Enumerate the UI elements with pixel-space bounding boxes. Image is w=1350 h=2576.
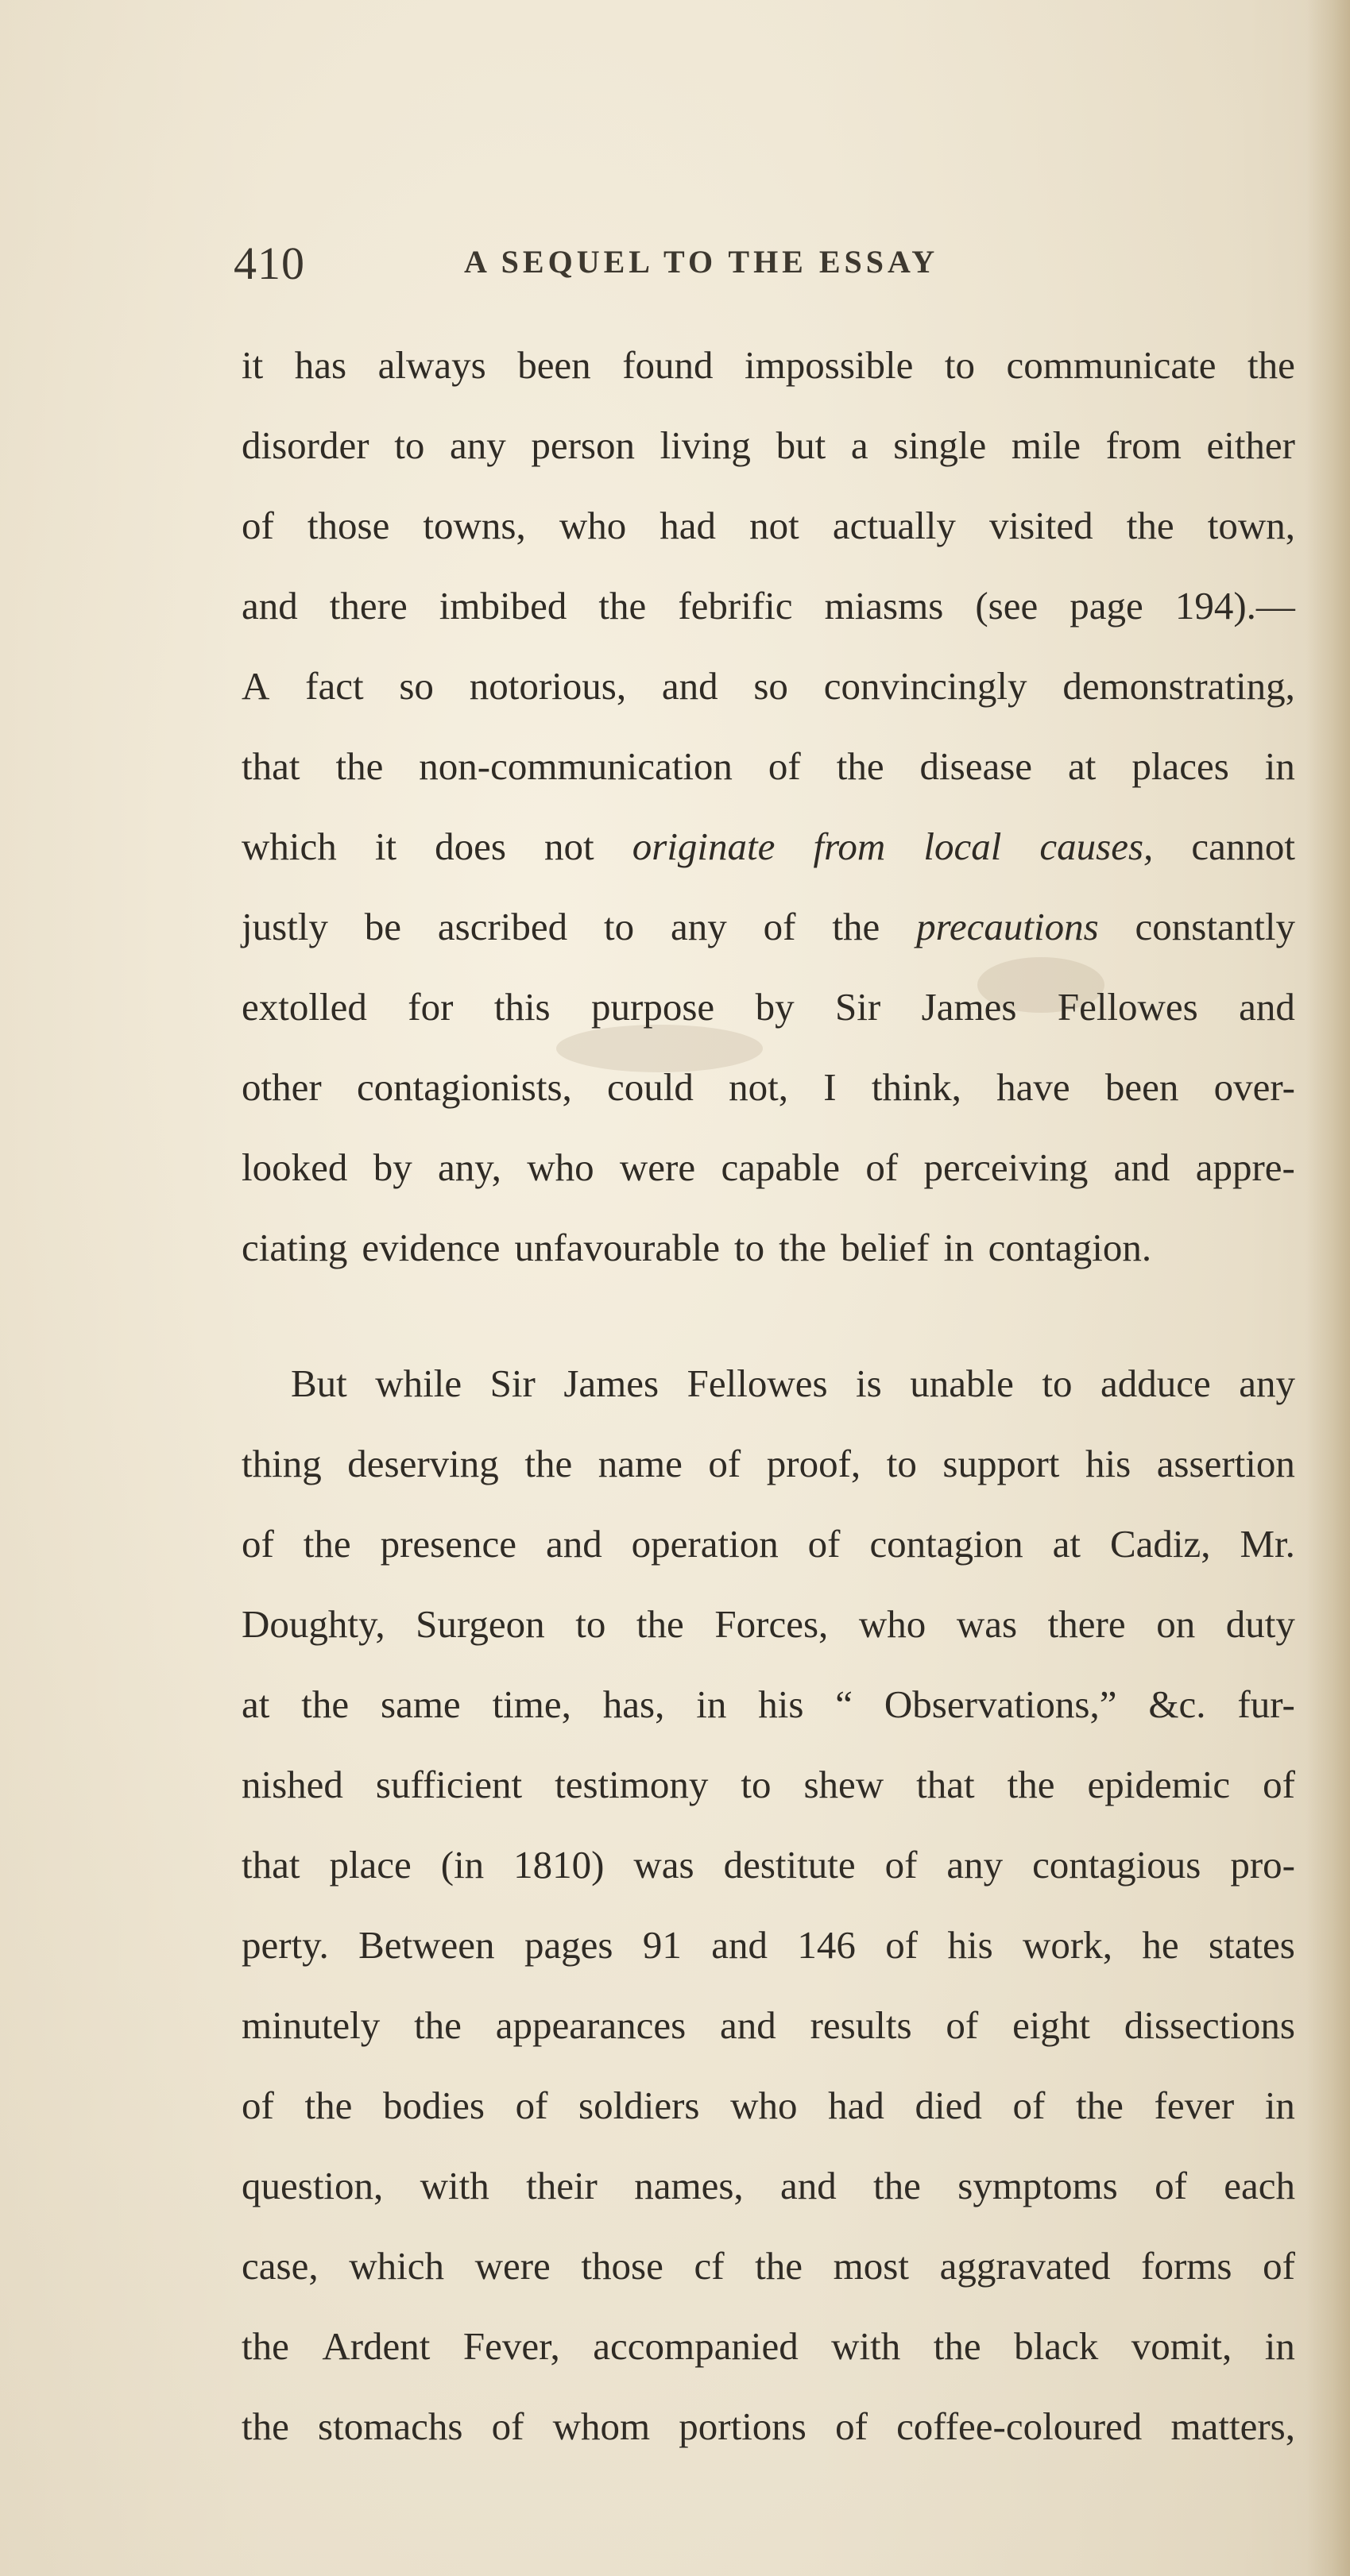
word: and — [545, 1522, 602, 1566]
word: of — [807, 1522, 841, 1566]
word: of — [1012, 2084, 1046, 2127]
word: other — [242, 1065, 322, 1109]
word: black — [1014, 2324, 1099, 2368]
word: had — [828, 2084, 884, 2127]
word: bodies — [382, 2084, 485, 2127]
word: “ — [835, 1682, 853, 1726]
word: symptoms — [957, 2164, 1118, 2207]
word: Cadiz, — [1109, 1522, 1211, 1566]
word: a — [850, 423, 868, 467]
word: of — [1155, 2164, 1187, 2207]
word: causes, — [1039, 825, 1154, 868]
word: Fever, — [462, 2324, 560, 2368]
word: Mr. — [1240, 1522, 1295, 1566]
word: of — [515, 2084, 548, 2127]
word: of — [242, 2084, 274, 2127]
word: by — [373, 1145, 412, 1189]
word: belief — [840, 1226, 930, 1269]
word: and — [779, 2164, 837, 2207]
word: but — [776, 423, 826, 467]
word: page — [1070, 584, 1143, 628]
word: to — [741, 1763, 772, 1806]
word: fact — [305, 664, 364, 708]
word: duty — [1225, 1602, 1295, 1646]
word: 194).— — [1174, 584, 1295, 628]
word: Fellowes — [687, 1361, 828, 1405]
text-line — [242, 1761, 1295, 1841]
text-line — [242, 743, 1295, 823]
word: places — [1131, 744, 1229, 788]
word: destitute — [723, 1843, 856, 1887]
word: either — [1206, 423, 1295, 467]
word: non-communication — [419, 744, 733, 788]
text-line — [242, 2002, 1295, 2082]
word: were — [474, 2244, 551, 2288]
word: time, — [492, 1682, 571, 1726]
word: presence — [380, 1522, 516, 1566]
word: is — [856, 1361, 882, 1405]
word: in — [1264, 744, 1295, 788]
word: of — [835, 2404, 868, 2448]
word: have — [996, 1065, 1070, 1109]
text-line — [242, 1144, 1295, 1224]
text-line — [242, 823, 1295, 903]
word: towns, — [423, 504, 526, 547]
word: from — [813, 825, 886, 868]
word: of — [708, 1442, 741, 1485]
word: case, — [242, 2244, 319, 2288]
word: the — [636, 1602, 684, 1646]
word: (in — [440, 1843, 485, 1887]
word: local — [923, 825, 1002, 868]
word: to — [733, 1226, 765, 1269]
word: over- — [1213, 1065, 1295, 1109]
word: had — [660, 504, 717, 547]
word: those — [307, 504, 390, 547]
word: constantly — [1135, 905, 1295, 948]
word: proof, — [766, 1442, 861, 1485]
word: always — [377, 343, 486, 387]
running-title: A SEQUEL TO THE ESSAY — [464, 244, 939, 280]
word: minutely — [242, 2003, 381, 2047]
word: contagion — [869, 1522, 1023, 1566]
text-line — [242, 1520, 1295, 1601]
word: the — [301, 1682, 350, 1726]
word: 146 — [797, 1923, 856, 1967]
word: 91 — [642, 1923, 682, 1967]
word: in — [943, 1226, 974, 1269]
word: perceiving — [923, 1145, 1089, 1189]
word: and — [242, 584, 298, 628]
word: who — [730, 2084, 798, 2127]
word: each — [1224, 2164, 1295, 2207]
text-line — [242, 1921, 1295, 2002]
word: support — [942, 1442, 1060, 1485]
word: who — [858, 1602, 926, 1646]
word: there — [329, 584, 408, 628]
word: capable — [721, 1145, 841, 1189]
text-line — [242, 662, 1295, 743]
word: of — [885, 1923, 919, 1967]
word: to — [394, 423, 425, 467]
word: were — [619, 1145, 696, 1189]
word: fever — [1154, 2084, 1235, 2127]
word: not, — [729, 1065, 789, 1109]
word: at — [1052, 1522, 1081, 1566]
text-line — [242, 2162, 1295, 2242]
word: any — [449, 423, 506, 467]
word: place — [329, 1843, 412, 1887]
word: think, — [871, 1065, 961, 1109]
word: the — [242, 2404, 289, 2448]
word: the — [1247, 343, 1295, 387]
word: could — [607, 1065, 694, 1109]
word: to — [575, 1602, 606, 1646]
word: and — [711, 1923, 768, 1967]
word: which — [242, 825, 337, 868]
word: dissections — [1124, 2003, 1295, 2047]
word: coffee-coloured — [896, 2404, 1143, 2448]
word: Forces, — [714, 1602, 829, 1646]
word: originate — [632, 825, 776, 868]
word: of — [1263, 1763, 1295, 1806]
word: I — [823, 1065, 837, 1109]
word: whom — [552, 2404, 651, 2448]
word: perty. — [242, 1923, 329, 1967]
word: town, — [1207, 504, 1295, 547]
word: has, — [602, 1682, 665, 1726]
word: any, — [438, 1145, 501, 1189]
text-line — [242, 1681, 1295, 1761]
word: miasms — [824, 584, 944, 628]
word: But — [291, 1361, 347, 1405]
page-number: 410 — [234, 238, 305, 289]
word: soldiers — [578, 2084, 700, 2127]
word: so — [753, 664, 788, 708]
word: and — [720, 2003, 776, 2047]
word: &c. — [1148, 1682, 1206, 1726]
word: name — [598, 1442, 683, 1485]
word: of — [946, 2003, 979, 2047]
word: justly — [242, 905, 328, 948]
word: pro- — [1230, 1843, 1295, 1887]
word: most — [833, 2244, 909, 2288]
word: single — [893, 423, 987, 467]
word: the — [598, 584, 647, 628]
word: who — [527, 1145, 594, 1189]
word: this — [493, 985, 551, 1029]
word: been — [1104, 1065, 1179, 1109]
word: mile — [1011, 423, 1081, 467]
word: in — [1264, 2084, 1295, 2127]
word: testimony — [555, 1763, 709, 1806]
word: of — [1263, 2244, 1295, 2288]
word: has — [294, 343, 347, 387]
word: thing — [242, 1442, 322, 1485]
word: the — [303, 1522, 351, 1566]
paragraph-2 — [242, 1360, 1295, 2483]
word: the — [873, 2164, 921, 2207]
word: at — [1068, 744, 1097, 788]
word: appre- — [1195, 1145, 1295, 1189]
word: so — [399, 664, 434, 708]
word: who — [559, 504, 627, 547]
word: accompanied — [593, 2324, 799, 2368]
word: cannot — [1191, 825, 1295, 868]
word: living — [660, 423, 751, 467]
word: of — [242, 504, 274, 547]
word: shew — [803, 1763, 884, 1806]
text-line — [242, 2242, 1295, 2323]
word: operation — [631, 1522, 779, 1566]
word: any — [1239, 1361, 1295, 1405]
word: Fellowes — [1057, 985, 1198, 1029]
word: deserving — [347, 1442, 499, 1485]
word: vomit, — [1131, 2324, 1232, 2368]
word: at — [242, 1682, 270, 1726]
word: same — [381, 1682, 461, 1726]
word: to — [1042, 1361, 1073, 1405]
word: the — [1007, 1763, 1055, 1806]
word: disease — [919, 744, 1033, 788]
word: those — [581, 2244, 663, 2288]
word: the — [1126, 504, 1174, 547]
word: Observations,” — [884, 1682, 1117, 1726]
word: cf — [694, 2244, 725, 2288]
word: work, — [1023, 1923, 1112, 1967]
word: to — [886, 1442, 917, 1485]
word: to — [604, 905, 635, 948]
word: and — [1113, 1145, 1170, 1189]
word: fur- — [1237, 1682, 1295, 1726]
word: aggravated — [939, 2244, 1111, 2288]
word: unable — [910, 1361, 1014, 1405]
word: pages — [524, 1923, 613, 1967]
word: of — [763, 905, 796, 948]
word: to — [944, 343, 976, 387]
word: impossible — [745, 343, 914, 387]
word: communicate — [1006, 343, 1217, 387]
word: any — [946, 1843, 1004, 1887]
word: his — [1085, 1442, 1131, 1485]
text-line — [242, 422, 1295, 502]
word: convincingly — [823, 664, 1027, 708]
word: visited — [989, 504, 1093, 547]
word: and — [661, 664, 718, 708]
word: he — [1142, 1923, 1179, 1967]
word: precautions — [916, 905, 1099, 948]
word: contagionists, — [356, 1065, 572, 1109]
word: appearances — [495, 2003, 687, 2047]
word: was — [956, 1602, 1018, 1646]
text-line — [242, 903, 1295, 983]
word: it — [242, 343, 264, 387]
word: sufficient — [375, 1763, 523, 1806]
word: the — [524, 1442, 573, 1485]
text-line — [242, 2323, 1295, 2403]
text-line — [242, 1601, 1295, 1681]
word: the — [836, 744, 884, 788]
word: James — [563, 1361, 660, 1405]
word: the — [779, 1226, 826, 1269]
word: forms — [1141, 2244, 1232, 2288]
word: demonstrating, — [1062, 664, 1295, 708]
word: extolled — [242, 985, 367, 1029]
word: ascribed — [437, 905, 568, 948]
word: disorder — [242, 423, 369, 467]
text-line — [242, 1224, 1295, 1304]
word: that — [242, 744, 300, 788]
paragraph-gap — [242, 1304, 1295, 1360]
word: portions — [679, 2404, 807, 2448]
word: contagion. — [988, 1226, 1152, 1269]
word: the — [1076, 2084, 1124, 2127]
word: Sir — [835, 985, 881, 1029]
word: contagious — [1032, 1843, 1201, 1887]
word: states — [1209, 1923, 1295, 1967]
word: with — [420, 2164, 489, 2207]
word: that — [916, 1763, 975, 1806]
word: with — [831, 2324, 901, 2368]
word: the — [335, 744, 384, 788]
word: (see — [975, 584, 1039, 628]
word: of — [491, 2404, 524, 2448]
text-line — [242, 1440, 1295, 1520]
word: the — [414, 2003, 462, 2047]
word: for — [408, 985, 454, 1029]
word: and — [1239, 985, 1295, 1029]
word: assertion — [1156, 1442, 1295, 1485]
word: James — [921, 985, 1017, 1029]
word: died — [915, 2084, 982, 2127]
word: epidemic — [1087, 1763, 1231, 1806]
word: by — [755, 985, 795, 1029]
word: been — [517, 343, 591, 387]
word: 1810) — [513, 1843, 605, 1887]
word: eight — [1012, 2003, 1091, 2047]
word: the — [755, 2244, 803, 2288]
word: that — [242, 1843, 300, 1887]
text-line — [242, 983, 1295, 1064]
word: adduce — [1100, 1361, 1211, 1405]
text-line — [242, 1841, 1295, 1921]
text-line — [242, 582, 1295, 662]
word: person — [531, 423, 635, 467]
word: notorious, — [469, 664, 627, 708]
word: ciating — [242, 1226, 348, 1269]
word: results — [810, 2003, 912, 2047]
text-line — [242, 2403, 1295, 2483]
paragraph-1 — [242, 342, 1295, 1304]
text-line — [242, 502, 1295, 582]
word: matters, — [1170, 2404, 1295, 2448]
word: unfavourable — [514, 1226, 720, 1269]
word: of — [865, 1145, 899, 1189]
text-line — [242, 2082, 1295, 2162]
word: febrific — [678, 584, 793, 628]
word: actually — [832, 504, 956, 547]
word: the — [242, 2324, 289, 2368]
word: his — [758, 1682, 804, 1726]
word: while — [375, 1361, 462, 1405]
running-head — [234, 237, 1267, 300]
word: A — [242, 664, 270, 708]
word: not — [749, 504, 799, 547]
word: which — [349, 2244, 444, 2288]
word: be — [364, 905, 402, 948]
word: does — [435, 825, 506, 868]
text-line — [242, 1360, 1295, 1440]
word: was — [633, 1843, 694, 1887]
word: in — [696, 1682, 727, 1726]
body-text — [242, 342, 1295, 2483]
word: from — [1105, 423, 1182, 467]
word: their — [526, 2164, 598, 2207]
word: question, — [242, 2164, 384, 2207]
word: not — [544, 825, 594, 868]
word: his — [947, 1923, 993, 1967]
word: Doughty, — [242, 1602, 385, 1646]
word: nished — [242, 1763, 343, 1806]
word: looked — [242, 1145, 348, 1189]
word: names, — [634, 2164, 744, 2207]
word: on — [1156, 1602, 1196, 1646]
text-line — [242, 1064, 1295, 1144]
word: of — [884, 1843, 918, 1887]
page-edge-shadow — [1306, 0, 1350, 2576]
word: the — [304, 2084, 353, 2127]
word: evidence — [362, 1226, 501, 1269]
word: imbibed — [439, 584, 567, 628]
word: found — [622, 343, 714, 387]
word: Between — [358, 1923, 495, 1967]
word: the — [933, 2324, 981, 2368]
word: in — [1264, 2324, 1295, 2368]
word: stomachs — [318, 2404, 463, 2448]
word: Ardent — [322, 2324, 431, 2368]
word: the — [832, 905, 880, 948]
word: any — [671, 905, 727, 948]
word: purpose — [591, 985, 715, 1029]
word: of — [242, 1522, 274, 1566]
word: Surgeon — [416, 1602, 545, 1646]
word: there — [1047, 1602, 1126, 1646]
word: Sir — [489, 1361, 536, 1405]
word: of — [768, 744, 801, 788]
text-line — [242, 342, 1295, 422]
word: it — [374, 825, 397, 868]
